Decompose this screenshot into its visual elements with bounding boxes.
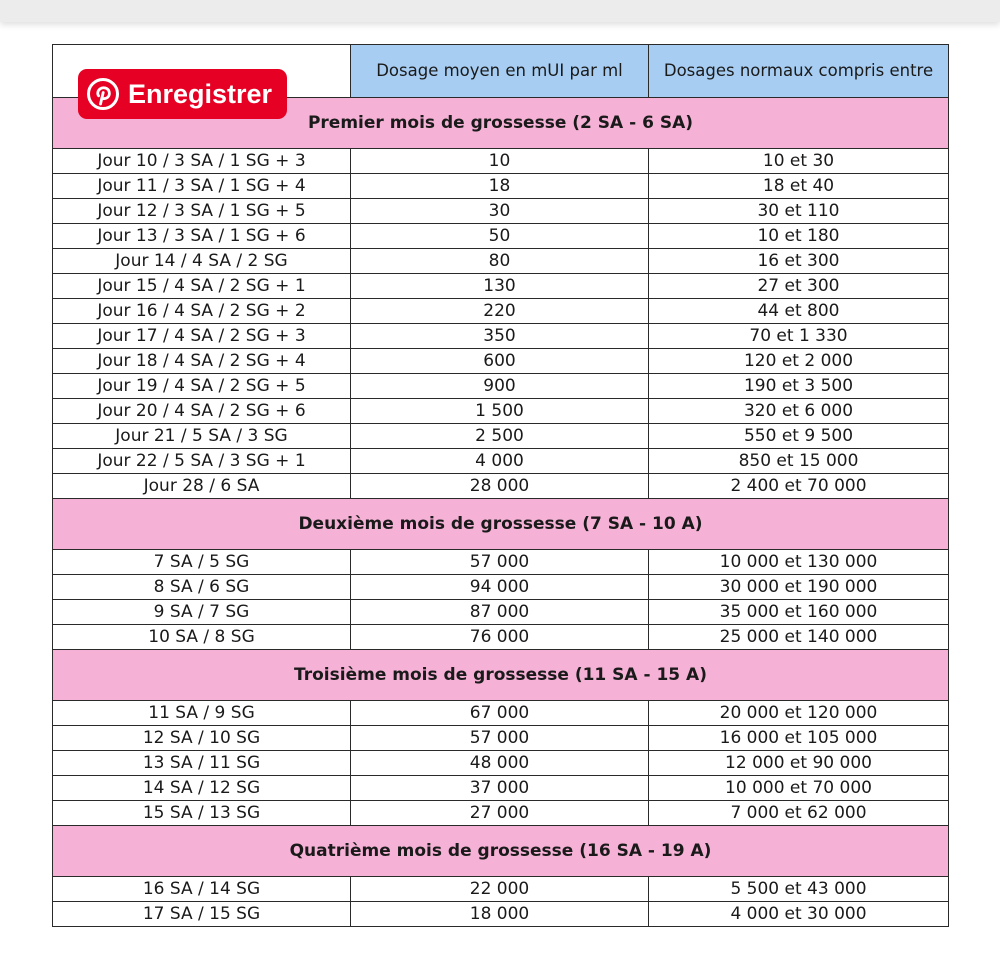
period-cell: 12 SA / 10 SG	[53, 726, 351, 751]
normal-range-cell: 30 000 et 190 000	[649, 575, 949, 600]
average-dosage-cell: 87 000	[351, 600, 649, 625]
period-cell: 8 SA / 6 SG	[53, 575, 351, 600]
period-cell: 10 SA / 8 SG	[53, 625, 351, 650]
normal-range-cell: 18 et 40	[649, 174, 949, 199]
period-cell: Jour 22 / 5 SA / 3 SG + 1	[53, 449, 351, 474]
normal-range-cell: 10 et 180	[649, 224, 949, 249]
period-cell: Jour 21 / 5 SA / 3 SG	[53, 424, 351, 449]
average-dosage-cell: 1 500	[351, 399, 649, 424]
table-row	[53, 550, 949, 575]
table-row	[53, 801, 949, 826]
period-cell: 11 SA / 9 SG	[53, 701, 351, 726]
pinterest-save-button[interactable]	[78, 69, 287, 119]
average-dosage-cell: 37 000	[351, 776, 649, 801]
header-normal-range: Dosages normaux compris entre	[649, 45, 949, 98]
pinterest-icon	[86, 77, 120, 111]
period-cell: 15 SA / 13 SG	[53, 801, 351, 826]
period-cell: Jour 11 / 3 SA / 1 SG + 4	[53, 174, 351, 199]
table-row	[53, 474, 949, 499]
average-dosage-cell: 900	[351, 374, 649, 399]
average-dosage-cell: 50	[351, 224, 649, 249]
normal-range-cell: 16 000 et 105 000	[649, 726, 949, 751]
average-dosage-cell: 30	[351, 199, 649, 224]
average-dosage-cell: 57 000	[351, 550, 649, 575]
period-cell: Jour 12 / 3 SA / 1 SG + 5	[53, 199, 351, 224]
table-row	[53, 600, 949, 625]
hcg-table	[52, 44, 949, 927]
section-title: Troisième mois de grossesse (11 SA - 15 A)	[53, 650, 949, 701]
average-dosage-cell: 18	[351, 174, 649, 199]
normal-range-cell: 10 000 et 70 000	[649, 776, 949, 801]
normal-range-cell: 20 000 et 120 000	[649, 701, 949, 726]
normal-range-cell: 25 000 et 140 000	[649, 625, 949, 650]
table-row	[53, 249, 949, 274]
section-title: Deuxième mois de grossesse (7 SA - 10 A)	[53, 499, 949, 550]
period-cell: Jour 13 / 3 SA / 1 SG + 6	[53, 224, 351, 249]
table-row	[53, 449, 949, 474]
top-bar	[0, 0, 1000, 22]
average-dosage-cell: 57 000	[351, 726, 649, 751]
average-dosage-cell: 80	[351, 249, 649, 274]
table-row	[53, 902, 949, 927]
period-cell: Jour 16 / 4 SA / 2 SG + 2	[53, 299, 351, 324]
average-dosage-cell: 4 000	[351, 449, 649, 474]
average-dosage-cell: 94 000	[351, 575, 649, 600]
period-cell: Jour 20 / 4 SA / 2 SG + 6	[53, 399, 351, 424]
period-cell: 7 SA / 5 SG	[53, 550, 351, 575]
normal-range-cell: 44 et 800	[649, 299, 949, 324]
table-row	[53, 776, 949, 801]
period-cell: Jour 10 / 3 SA / 1 SG + 3	[53, 149, 351, 174]
average-dosage-cell: 48 000	[351, 751, 649, 776]
average-dosage-cell: 28 000	[351, 474, 649, 499]
normal-range-cell: 190 et 3 500	[649, 374, 949, 399]
normal-range-cell: 2 400 et 70 000	[649, 474, 949, 499]
table-row	[53, 575, 949, 600]
normal-range-cell: 4 000 et 30 000	[649, 902, 949, 927]
average-dosage-cell: 67 000	[351, 701, 649, 726]
table-row	[53, 349, 949, 374]
normal-range-cell: 10 et 30	[649, 149, 949, 174]
table-row	[53, 751, 949, 776]
normal-range-cell: 70 et 1 330	[649, 324, 949, 349]
period-cell: Jour 17 / 4 SA / 2 SG + 3	[53, 324, 351, 349]
period-cell: 16 SA / 14 SG	[53, 877, 351, 902]
table-row	[53, 274, 949, 299]
average-dosage-cell: 22 000	[351, 877, 649, 902]
period-cell: Jour 14 / 4 SA / 2 SG	[53, 249, 351, 274]
normal-range-cell: 12 000 et 90 000	[649, 751, 949, 776]
section-header-row	[53, 650, 949, 701]
table-row	[53, 149, 949, 174]
normal-range-cell: 35 000 et 160 000	[649, 600, 949, 625]
average-dosage-cell: 2 500	[351, 424, 649, 449]
average-dosage-cell: 18 000	[351, 902, 649, 927]
average-dosage-cell: 76 000	[351, 625, 649, 650]
table-row	[53, 199, 949, 224]
average-dosage-cell: 220	[351, 299, 649, 324]
normal-range-cell: 5 500 et 43 000	[649, 877, 949, 902]
period-cell: Jour 28 / 6 SA	[53, 474, 351, 499]
normal-range-cell: 30 et 110	[649, 199, 949, 224]
period-cell: Jour 18 / 4 SA / 2 SG + 4	[53, 349, 351, 374]
section-title: Quatrième mois de grossesse (16 SA - 19 A)	[53, 826, 949, 877]
average-dosage-cell: 350	[351, 324, 649, 349]
table-row	[53, 625, 949, 650]
table-row	[53, 877, 949, 902]
section-title: Premier mois de grossesse (2 SA - 6 SA)	[53, 98, 949, 149]
hcg-table-container	[52, 44, 948, 927]
average-dosage-cell: 27 000	[351, 801, 649, 826]
table-row	[53, 701, 949, 726]
period-cell: 17 SA / 15 SG	[53, 902, 351, 927]
average-dosage-cell: 10	[351, 149, 649, 174]
normal-range-cell: 550 et 9 500	[649, 424, 949, 449]
period-cell: 9 SA / 7 SG	[53, 600, 351, 625]
table-row	[53, 299, 949, 324]
table-row	[53, 324, 949, 349]
normal-range-cell: 850 et 15 000	[649, 449, 949, 474]
normal-range-cell: 320 et 6 000	[649, 399, 949, 424]
header-average-dosage: Dosage moyen en mUI par ml	[351, 45, 649, 98]
period-cell: 14 SA / 12 SG	[53, 776, 351, 801]
table-row	[53, 174, 949, 199]
period-cell: 13 SA / 11 SG	[53, 751, 351, 776]
normal-range-cell: 10 000 et 130 000	[649, 550, 949, 575]
period-cell: Jour 15 / 4 SA / 2 SG + 1	[53, 274, 351, 299]
normal-range-cell: 7 000 et 62 000	[649, 801, 949, 826]
normal-range-cell: 16 et 300	[649, 249, 949, 274]
normal-range-cell: 27 et 300	[649, 274, 949, 299]
section-header-row	[53, 499, 949, 550]
table-row	[53, 424, 949, 449]
hcg-table-body	[53, 45, 949, 927]
table-row	[53, 224, 949, 249]
period-cell: Jour 19 / 4 SA / 2 SG + 5	[53, 374, 351, 399]
pinterest-save-label: Enregistrer	[128, 78, 273, 109]
section-header-row	[53, 826, 949, 877]
normal-range-cell: 120 et 2 000	[649, 349, 949, 374]
table-row	[53, 399, 949, 424]
table-row	[53, 726, 949, 751]
average-dosage-cell: 130	[351, 274, 649, 299]
table-row	[53, 374, 949, 399]
average-dosage-cell: 600	[351, 349, 649, 374]
